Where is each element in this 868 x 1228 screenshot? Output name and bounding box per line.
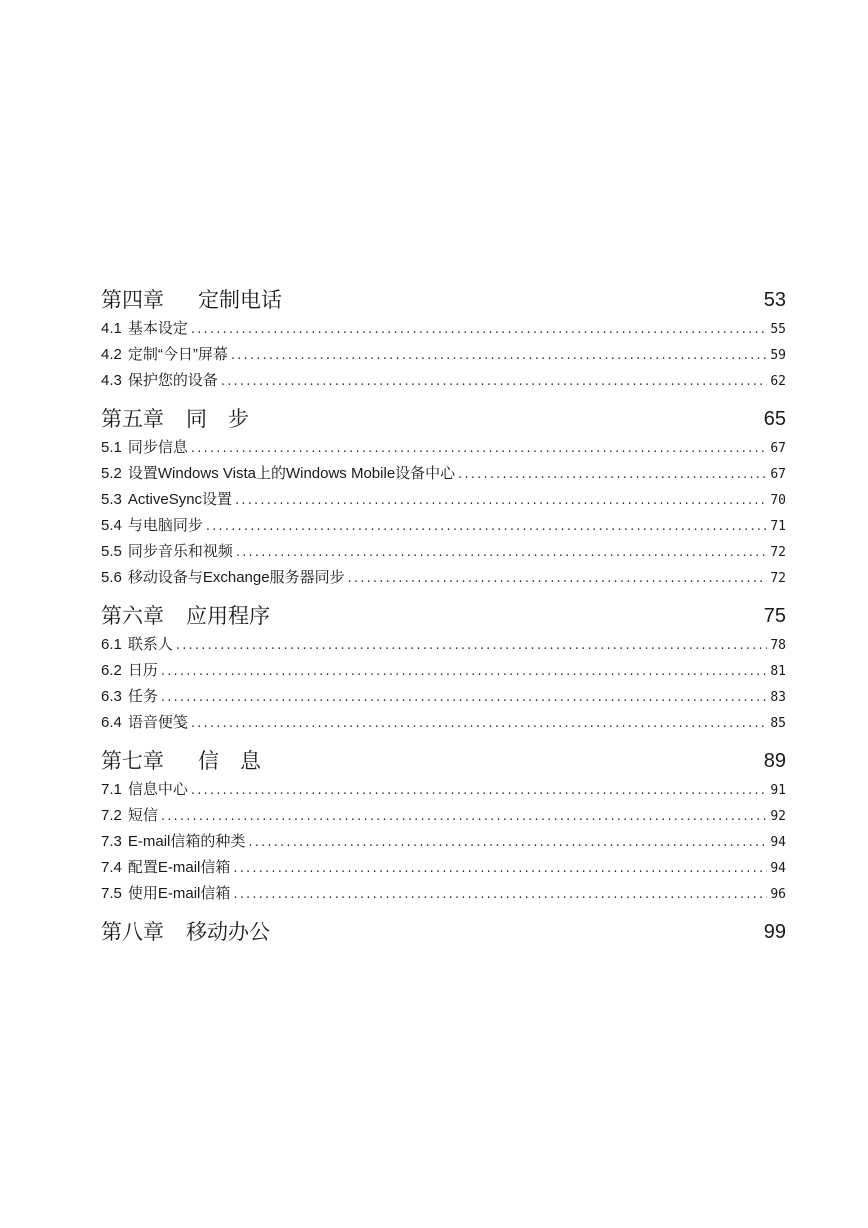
dot-leader [233, 882, 767, 908]
section-number: 6.3 [101, 688, 122, 705]
section-number: 6.4 [101, 714, 122, 731]
chapter-label: 第六章 [101, 604, 164, 628]
dot-leader [458, 462, 767, 488]
section-number: 7.5 [101, 885, 122, 902]
section-page-number: 94 [770, 835, 786, 850]
section-number: 5.5 [101, 543, 122, 560]
dot-leader [191, 778, 767, 804]
dot-leader [161, 804, 767, 830]
section-number: 5.2 [101, 465, 122, 482]
chapter-5 [101, 403, 786, 591]
section-number: 4.2 [101, 346, 122, 363]
chapter-8 [101, 916, 786, 948]
section-number: 6.2 [101, 662, 122, 679]
section-number: 7.4 [101, 859, 122, 876]
toc-entry[interactable] [101, 565, 786, 591]
section-title: 同步信息 [127, 439, 188, 456]
toc-entry[interactable] [101, 368, 786, 394]
section-number: 4.3 [101, 372, 122, 389]
section-page-number: 94 [770, 861, 786, 876]
chapter-page-number: 99 [763, 921, 786, 943]
section-page-number: 72 [770, 571, 786, 586]
chapter-page-number: 65 [763, 408, 786, 430]
section-title: 短信 [127, 807, 158, 824]
section-page-number: 59 [770, 348, 786, 363]
dot-leader [248, 830, 767, 856]
section-title: ActiveSync设置 [127, 491, 233, 508]
section-number: 4.1 [101, 320, 122, 337]
section-title: 移动设备与Exchange服务器同步 [127, 569, 345, 586]
toc-entry[interactable] [101, 539, 786, 565]
dot-leader [191, 317, 767, 343]
section-title: 联系人 [127, 636, 173, 653]
toc-entry[interactable] [101, 881, 786, 907]
toc-entry[interactable] [101, 777, 786, 803]
section-number: 5.1 [101, 439, 122, 456]
section-page-number: 78 [770, 638, 786, 653]
chapter-title: 定制电话 [198, 288, 282, 312]
chapter-heading [101, 600, 786, 632]
toc-entry[interactable] [101, 487, 786, 513]
toc-entry[interactable] [101, 435, 786, 461]
dot-leader [236, 540, 767, 566]
section-page-number: 83 [770, 690, 786, 705]
toc-entry[interactable] [101, 342, 786, 368]
section-title: 设置Windows Vista上的Windows Mobile设备中心 [127, 465, 456, 482]
toc-entry[interactable] [101, 803, 786, 829]
section-number: 5.4 [101, 517, 122, 534]
toc-entry[interactable] [101, 513, 786, 539]
section-page-number: 55 [770, 322, 786, 337]
section-page-number: 96 [770, 887, 786, 902]
section-page-number: 62 [770, 374, 786, 389]
section-title: 保护您的设备 [127, 372, 218, 389]
section-page-number: 81 [770, 664, 786, 679]
toc-entry[interactable] [101, 461, 786, 487]
chapter-7 [101, 745, 786, 907]
section-title: 基本设定 [127, 320, 188, 337]
section-title: 信息中心 [127, 781, 188, 798]
toc-entry[interactable] [101, 829, 786, 855]
chapter-4 [101, 284, 786, 394]
section-page-number: 71 [770, 519, 786, 534]
table-of-contents [101, 284, 786, 948]
section-title: 使用E-mail信箱 [127, 885, 231, 902]
chapter-heading [101, 916, 786, 948]
section-title: 日历 [127, 662, 158, 679]
chapter-heading [101, 284, 786, 316]
dot-leader [161, 659, 767, 685]
dot-leader [221, 369, 767, 395]
section-title: 任务 [127, 688, 158, 705]
dot-leader [235, 488, 767, 514]
section-number: 5.6 [101, 569, 122, 586]
chapter-label: 第四章 [101, 288, 164, 312]
chapter-title: 移动办公 [186, 920, 270, 944]
section-page-number: 70 [770, 493, 786, 508]
section-page-number: 72 [770, 545, 786, 560]
section-page-number: 67 [770, 467, 786, 482]
dot-leader [206, 514, 767, 540]
section-page-number: 67 [770, 441, 786, 456]
chapter-label: 第五章 [101, 407, 164, 431]
chapter-label: 第七章 [101, 749, 164, 773]
toc-entry[interactable] [101, 658, 786, 684]
toc-entry[interactable] [101, 632, 786, 658]
dot-leader [231, 343, 767, 369]
chapter-heading [101, 745, 786, 777]
section-title: 与电脑同步 [127, 517, 203, 534]
toc-entry[interactable] [101, 855, 786, 881]
dot-leader [191, 711, 767, 737]
chapter-6 [101, 600, 786, 736]
chapter-page-number: 89 [763, 750, 786, 772]
section-title: E-mail信箱的种类 [127, 833, 246, 850]
dot-leader [176, 633, 767, 659]
section-number: 7.2 [101, 807, 122, 824]
section-title: 同步音乐和视频 [127, 543, 233, 560]
chapter-title: 应用程序 [186, 604, 270, 628]
chapter-title: 同 步 [186, 407, 249, 431]
toc-entry[interactable] [101, 316, 786, 342]
section-title: 语音便笺 [127, 714, 188, 731]
dot-leader [161, 685, 767, 711]
chapter-page-number: 75 [763, 605, 786, 627]
section-number: 7.1 [101, 781, 122, 798]
dot-leader [348, 566, 768, 592]
section-page-number: 92 [770, 809, 786, 824]
chapter-heading [101, 403, 786, 435]
chapter-title: 信 息 [198, 749, 261, 773]
section-page-number: 91 [770, 783, 786, 798]
dot-leader [233, 856, 767, 882]
section-title: 配置E-mail信箱 [127, 859, 231, 876]
section-number: 6.1 [101, 636, 122, 653]
section-page-number: 85 [770, 716, 786, 731]
dot-leader [191, 436, 767, 462]
chapter-page-number: 53 [763, 289, 786, 311]
toc-entry[interactable] [101, 684, 786, 710]
chapter-label: 第八章 [101, 920, 164, 944]
section-number: 7.3 [101, 833, 122, 850]
section-number: 5.3 [101, 491, 122, 508]
section-title: 定制“今日”屏幕 [127, 346, 228, 363]
toc-entry[interactable] [101, 710, 786, 736]
